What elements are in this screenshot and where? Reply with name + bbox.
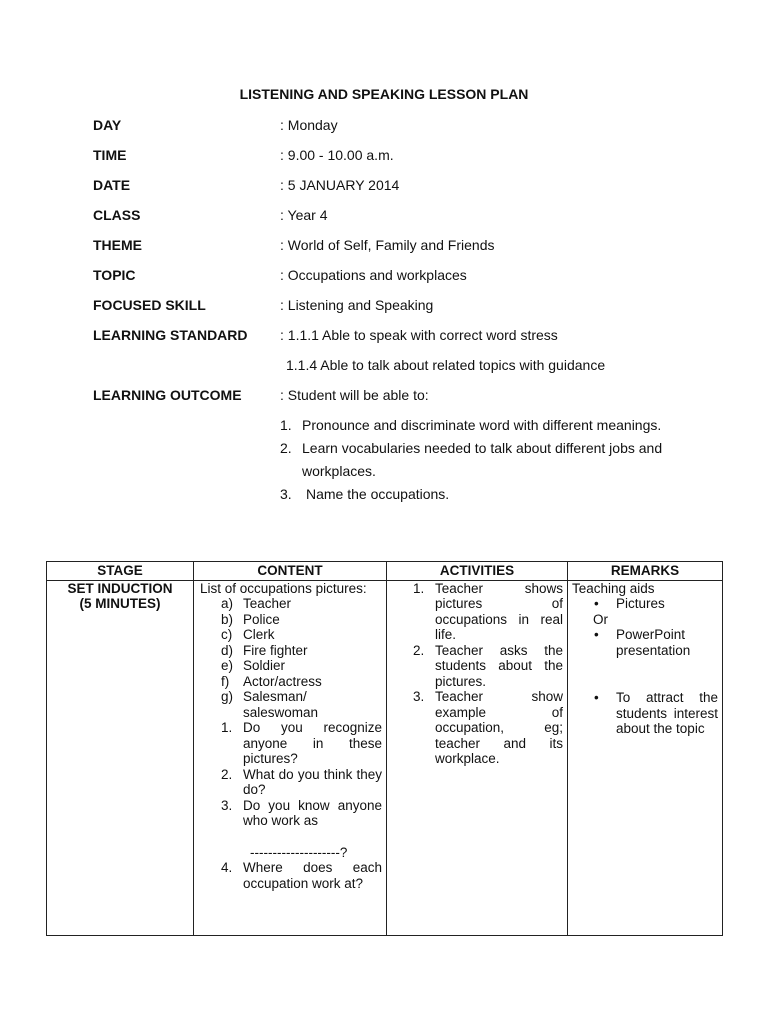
list-marker: b): [221, 611, 234, 627]
list-item: [221, 689, 323, 720]
list-marker: 1.: [413, 580, 425, 596]
stage-duration: (5 MINUTES): [79, 596, 161, 611]
content-cell: [194, 580, 387, 935]
info-row-learning-outcome: [93, 386, 713, 416]
list-item: [413, 643, 563, 690]
content-intro: List of occupations pictures:: [200, 580, 367, 596]
outcome-item: [280, 414, 720, 437]
header-stage: STAGE: [47, 562, 194, 581]
spacer: [572, 658, 718, 674]
remarks-or: Or: [593, 611, 608, 627]
list-marker: 3.: [221, 797, 233, 813]
list-item: [221, 627, 382, 643]
bullet-icon: •: [594, 690, 599, 705]
list-text: Teacher show example of occupation, eg; teacher and its workplace.: [435, 689, 563, 766]
bullet-text: PowerPoint presentation: [616, 627, 691, 658]
list-text: Where does each occupation work at?: [243, 860, 382, 891]
blank-line: --------------------?: [250, 844, 348, 860]
info-label: DATE: [93, 177, 131, 193]
list-text: Fire fighter: [243, 642, 308, 658]
info-row-date: [93, 176, 713, 206]
list-item: [413, 581, 563, 643]
info-value: : Year 4: [280, 207, 328, 223]
list-marker: 2.: [413, 642, 425, 658]
info-value: : 1.1.1 Able to speak with correct word stress: [280, 327, 558, 343]
outcome-number: 1.: [280, 417, 292, 433]
info-label: TIME: [93, 147, 127, 163]
list-item: [221, 643, 382, 659]
outcome-text: Learn vocabularies needed to talk about different jobs and workplaces.: [302, 440, 663, 479]
outcome-text: Pronounce and discriminate word with different meanings.: [302, 417, 662, 433]
table-header-row: [47, 562, 723, 581]
info-row-theme: [93, 236, 713, 266]
outcome-number: 2.: [280, 440, 292, 456]
header-content: CONTENT: [194, 562, 387, 581]
info-label: LEARNING OUTCOME: [93, 387, 242, 403]
table-row: [47, 580, 723, 935]
list-text: Soldier: [243, 658, 286, 673]
info-value: : 9.00 - 10.00 a.m.: [280, 147, 394, 163]
bullet-icon: •: [594, 627, 599, 642]
list-marker: c): [221, 627, 233, 642]
info-label: THEME: [93, 237, 142, 253]
list-marker: 3.: [413, 689, 425, 704]
question-list: [198, 860, 382, 891]
list-text: Teacher asks the students about the pictures.: [435, 642, 563, 689]
list-marker: d): [221, 642, 234, 658]
list-marker: e): [221, 658, 234, 673]
lesson-plan-table: [46, 561, 723, 936]
list-text: Salesman/ saleswoman: [243, 689, 319, 720]
list-text: Police: [243, 611, 280, 627]
list-marker: 2.: [221, 766, 233, 782]
stage-name: SET INDUCTION: [67, 580, 173, 596]
list-item: [221, 612, 382, 628]
page-title: LISTENING AND SPEAKING LESSON PLAN: [239, 86, 529, 102]
info-label: CLASS: [93, 207, 141, 223]
info-label: TOPIC: [93, 267, 136, 283]
outcome-text: Name the occupations.: [306, 486, 450, 502]
activities-list: [391, 581, 563, 767]
bullet-text: To attract the students interest about the topic: [616, 690, 718, 736]
learning-outcomes-list: [280, 414, 720, 506]
info-row-topic: [93, 266, 713, 296]
list-text: Actor/actress: [243, 673, 322, 689]
occupation-list: [198, 596, 382, 720]
stage-cell: [47, 580, 194, 935]
spacer: [572, 674, 718, 690]
info-value: : Monday: [280, 117, 338, 133]
info-value: : Student will be able to:: [280, 387, 429, 403]
lesson-info: [93, 116, 713, 416]
remarks-intro: Teaching aids: [572, 580, 655, 596]
info-label: FOCUSED SKILL: [93, 297, 206, 313]
list-item: [413, 689, 563, 767]
activities-cell: [387, 580, 568, 935]
outcome-item: [280, 437, 720, 483]
header-remarks: REMARKS: [568, 562, 723, 581]
bullet-icon: •: [594, 596, 599, 611]
list-text: Do you recognize anyone in these pictures?: [243, 720, 382, 766]
list-item: [221, 596, 382, 612]
list-item: [221, 720, 382, 767]
info-label: LEARNING STANDARD: [93, 327, 248, 343]
info-row-learning-standard: [93, 326, 713, 356]
header-activities: ACTIVITIES: [387, 562, 568, 581]
list-item: [221, 674, 382, 690]
list-item: [221, 860, 382, 891]
info-value: : 5 JANUARY 2014: [280, 177, 400, 193]
info-row-day: [93, 116, 713, 146]
list-text: What do you think they do?: [243, 766, 382, 797]
info-value: : Occupations and workplaces: [280, 267, 467, 283]
list-text: Teacher shows pictures of occupations in real life.: [435, 580, 563, 642]
bullet-item: [572, 690, 718, 737]
outcome-item: [280, 483, 720, 506]
info-row-class: [93, 206, 713, 236]
list-item: [221, 767, 382, 798]
info-label: DAY: [93, 117, 122, 133]
list-marker: g): [221, 689, 234, 704]
outcome-number: 3.: [280, 486, 292, 502]
list-text: Do you know anyone who work as: [243, 797, 382, 828]
question-list: [198, 720, 382, 829]
list-text: Clerk: [243, 627, 275, 642]
list-marker: 1.: [221, 720, 233, 735]
info-row-focused-skill: [93, 296, 713, 326]
bullet-text: Pictures: [616, 596, 665, 611]
list-item: [221, 798, 382, 829]
info-row-learning-standard-2: [93, 356, 713, 386]
info-value: : Listening and Speaking: [280, 297, 434, 313]
list-text: Teacher: [243, 596, 292, 611]
info-row-time: [93, 146, 713, 176]
bullet-item: [572, 627, 718, 658]
list-marker: a): [221, 596, 234, 611]
list-marker: 4.: [221, 860, 233, 875]
remarks-cell: [568, 580, 723, 935]
list-item: [221, 658, 382, 674]
list-marker: f): [221, 673, 230, 689]
info-value: 1.1.4 Able to talk about related topics with guidance: [286, 357, 606, 373]
info-value: : World of Self, Family and Friends: [280, 237, 495, 253]
bullet-item: [572, 596, 718, 612]
